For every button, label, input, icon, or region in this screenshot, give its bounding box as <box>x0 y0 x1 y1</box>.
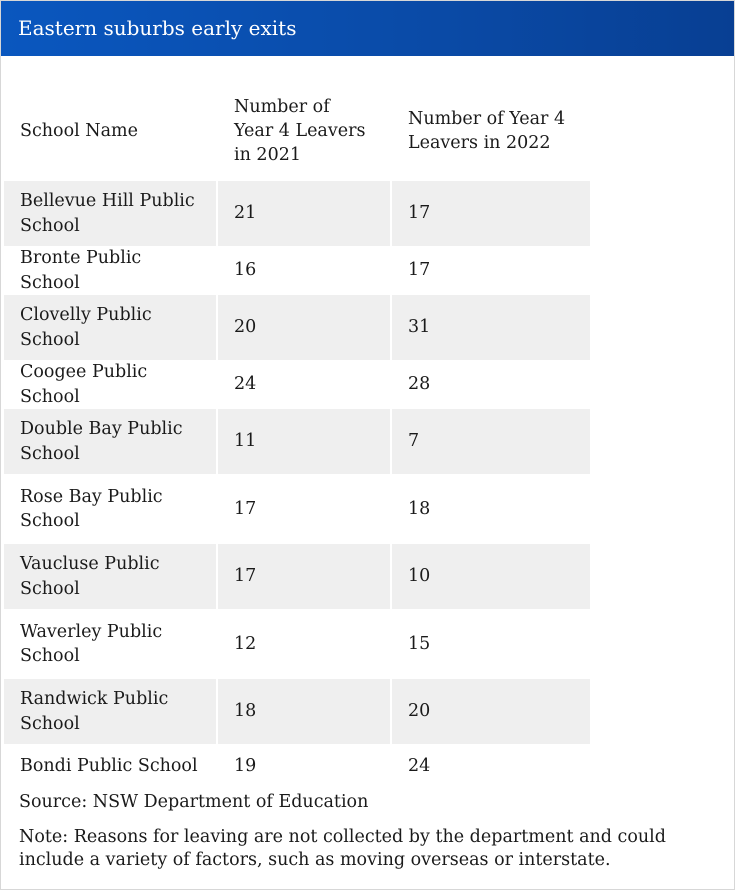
leavers-2022-cell: 17 <box>390 181 590 246</box>
school-name-cell: Rose Bay Public School <box>20 486 163 531</box>
school-name-cell: Clovelly Public School <box>4 295 216 360</box>
table-row <box>4 409 590 474</box>
leavers-2021-cell: 11 <box>216 409 390 474</box>
school-name-cell: Coogee Public School <box>20 362 148 407</box>
table-row <box>4 181 590 246</box>
leavers-2022-cell: 10 <box>390 544 590 609</box>
leavers-2022-cell: 20 <box>390 679 590 744</box>
school-name-cell: Waverley Public School <box>20 621 163 666</box>
leavers-2022-cell: 18 <box>390 474 590 544</box>
leavers-2021-cell: 18 <box>216 679 390 744</box>
leavers-2022-cell: 15 <box>390 609 590 679</box>
leavers-2021-cell: 20 <box>216 295 390 360</box>
leavers-2022-cell: 31 <box>390 295 590 360</box>
table-row <box>4 679 590 744</box>
leavers-2021-cell: 16 <box>216 246 390 295</box>
leavers-2021-cell: 17 <box>216 474 390 544</box>
table-row <box>4 744 590 789</box>
table-row <box>4 246 590 295</box>
table-row <box>4 360 590 409</box>
table-row <box>4 609 590 679</box>
table-row <box>4 544 590 609</box>
leavers-2022-cell: 28 <box>390 360 590 409</box>
source-note: Source: NSW Department of Education <box>19 792 369 812</box>
table-row <box>4 474 590 544</box>
school-name-cell: Randwick Public School <box>4 679 216 744</box>
column-header-2022: Number of Year 4 Leavers in 2022 <box>390 81 590 181</box>
leavers-2022-cell: 24 <box>390 744 590 789</box>
column-header-school: School Name <box>20 121 138 141</box>
school-name-cell: Bellevue Hill Public School <box>4 181 216 246</box>
column-header-2021: Number of Year 4 Leavers in 2021 <box>216 81 390 181</box>
table-row <box>4 295 590 360</box>
school-name-cell: Bondi Public School <box>20 756 198 777</box>
leavers-2021-cell: 21 <box>216 181 390 246</box>
leavers-2022-cell: 7 <box>390 409 590 474</box>
leavers-2022-cell: 17 <box>390 246 590 295</box>
school-name-cell: Vaucluse Public School <box>4 544 216 609</box>
leavers-2021-cell: 24 <box>216 360 390 409</box>
school-name-cell: Bronte Public School <box>20 248 142 293</box>
school-name-cell: Double Bay Public School <box>4 409 216 474</box>
leavers-table <box>4 81 590 789</box>
leavers-2021-cell: 17 <box>216 544 390 609</box>
table-header-row <box>4 81 590 181</box>
footnote: Note: Reasons for leaving are not collected by the department and could include a variety of factors, such as moving overseas or interstate. <box>19 827 666 870</box>
chart-title: Eastern suburbs early exits <box>1 1 734 56</box>
leavers-2021-cell: 19 <box>216 744 390 789</box>
leavers-2021-cell: 12 <box>216 609 390 679</box>
